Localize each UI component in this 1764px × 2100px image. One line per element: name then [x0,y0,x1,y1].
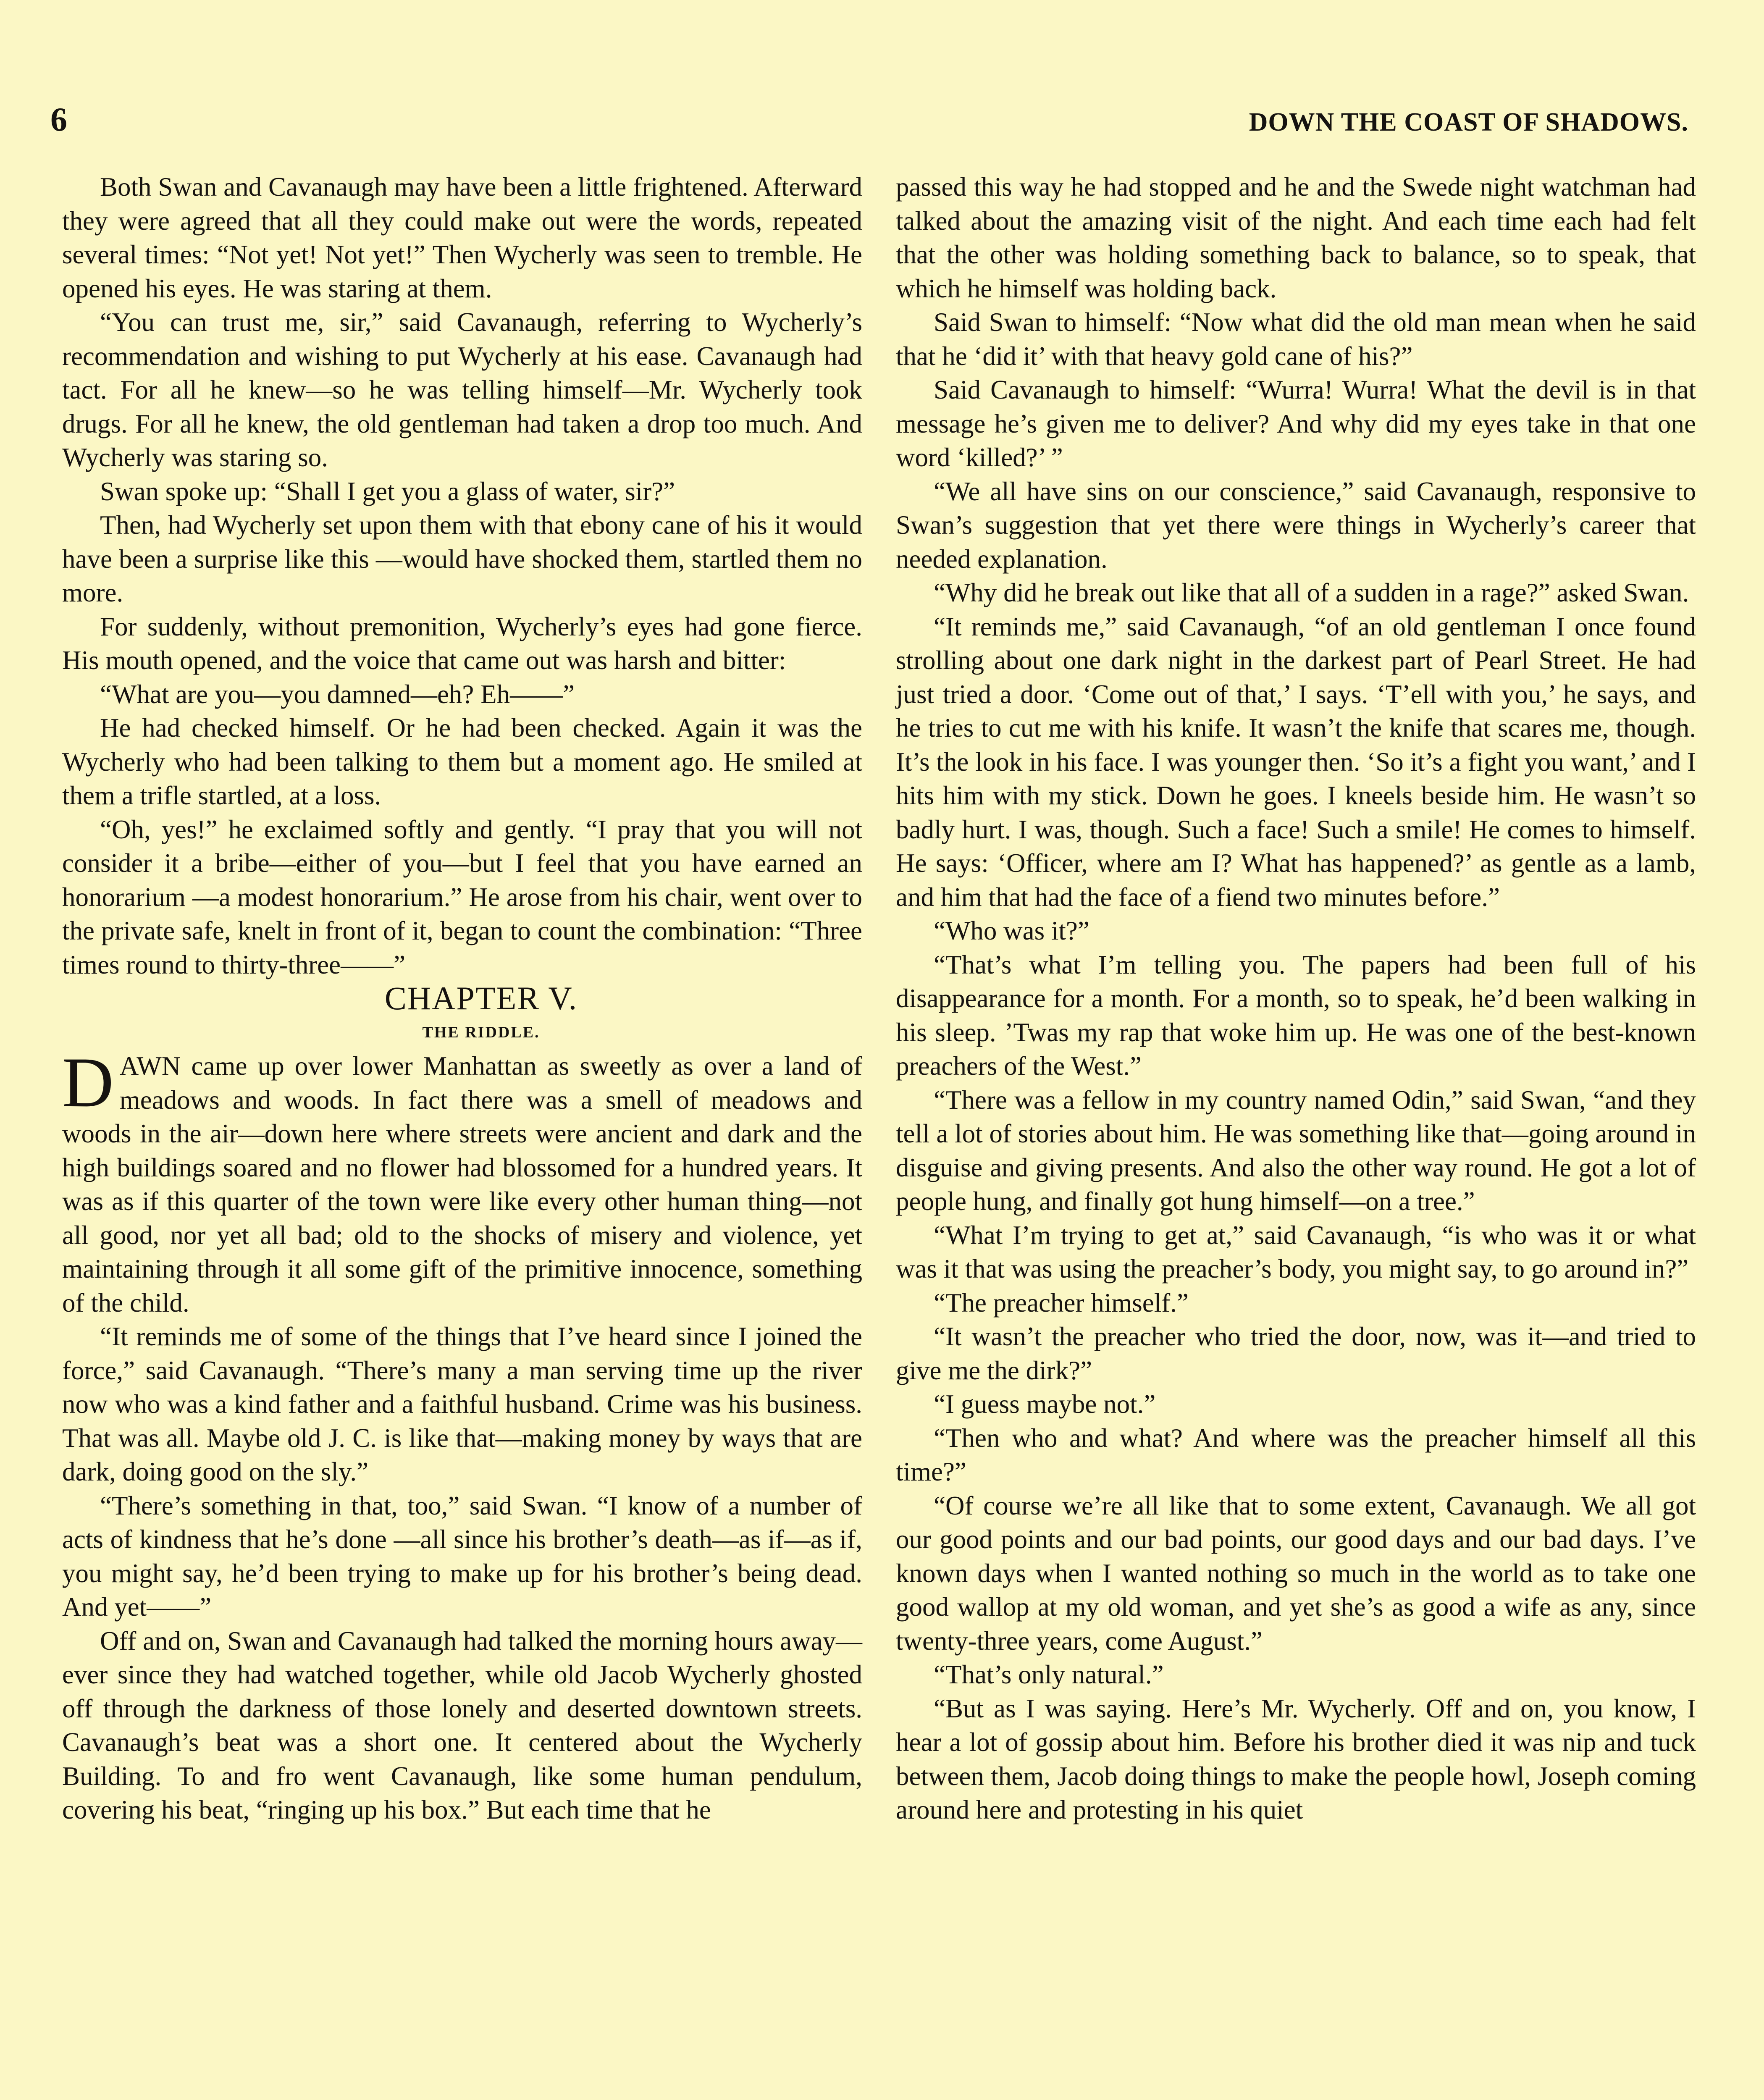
paragraph: “Why did he break out like that all of a sudden in a rage?” asked Swan. [934,578,1689,607]
paragraph: “There was a fellow in my country named Odin,” said Swan, “and they tell a lot of stories about him. He was something like that—going around in disguise and giving presents. And also the other way round. He got a lot of people hung, and finally got hung himself—on a tree.” [896,1085,1696,1216]
chapter-subtitle: THE RIDDLE. [422,1023,540,1041]
paragraph: “You can trust me, sir,” said Cavanaugh, referring to Wycherly’s recommendation and wishing to put Wycherly at his ease. Cavanaugh had tact. For all he knew—so he was telling himself—Mr. Wycherly took drugs. For all he knew, the old gentleman had taken a drop too much. And Wycherly was staring so. [62,307,862,472]
paragraph: “Of course we’re all like that to some extent, Cavanaugh. We all got our good points and our bad points, our good days and our bad days. I’ve known days when I wanted nothing so much in the world as to take one good wallop at my old woman, and yet she’s as good a wife as any, since twenty-three years, come August.” [896,1491,1696,1656]
paragraph: “We all have sins on our conscience,” said Cavanaugh, responsive to Swan’s suggestion that yet there were things in Wycherly’s career that needed explanation. [896,476,1696,574]
continued-paragraph: passed this way he had stopped and he and the Swede night watchman had talked about the amazing visit of the night. And each time each had felt that the other was holding something back to balance, so to speak, that which he himself was holding back. [896,172,1696,303]
paragraph: “There’s something in that, too,” said Swan. “I know of a number of acts of kindness that he’s done —all since his brother’s death—as if—as if, you might say, he’d been trying to make up for his brother’s being dead. And yet——” [62,1491,862,1622]
chapter-heading: CHAPTER V. [384,980,578,1016]
drop-cap: D [62,1043,114,1122]
left-column [62,170,862,1827]
paragraph: “What are you—you damned—eh? Eh——” [100,679,575,709]
paragraph: Swan spoke up: “Shall I get you a glass of water, sir?” [100,476,675,506]
opening-text: AWN came up over lower Manhattan as sweetly as over a land of meadows and woods. In fact there was a smell of meadows and woods in the air—down here where streets were ancient and dark and the high buildings soared and no flower had blossomed for a hundred years. It was as if this quarter of the town were like every other human thing—not all good, nor yet all bad; old to the shocks of misery and violence, yet maintaining through it all some gift of the primitive innocence, something of the child. [62,1051,862,1318]
paragraph: Said Cavanaugh to himself: “Wurra! Wurra! What the devil is in that message he’s given me to deliver? And why did my eyes take in that one word ‘killed?’ ” [896,375,1696,472]
paragraph: “It wasn’t the preacher who tried the door, now, was it—and tried to give me the dirk?” [896,1322,1696,1385]
paragraph: He had checked himself. Or he had been checked. Again it was the Wycherly who had been talking to them but a moment ago. He smiled at them a trifle startled, at a loss. [62,713,862,810]
right-column [896,170,1696,1827]
paragraph: “It reminds me of some of the things that I’ve heard since I joined the force,” said Cavanaugh. “There’s many a man serving time up the river now who was a kind father and a faithful husband. Crime was his business. That was all. Maybe old J. C. is like that—making money by ways that are dark, doing good on the sly.” [62,1322,862,1486]
paragraph: “What I’m trying to get at,” said Cavanaugh, “is who was it or what was it that was using the preacher’s body, you might say, to go around in?” [896,1220,1696,1284]
paragraph: For suddenly, without premonition, Wycherly’s eyes had gone fierce. His mouth opened, and the voice that came out was harsh and bitter: [62,612,862,675]
running-title: DOWN THE COAST OF SHADOWS. [1249,108,1688,136]
paragraph: Said Swan to himself: “Now what did the old man mean when he said that he ‘did it’ with that heavy gold cane of his?” [896,307,1696,371]
paragraph: Both Swan and Cavanaugh may have been a little frightened. Afterward they were agreed that all they could make out were the words, repeated several times: “Not yet! Not yet!” Then Wycherly was seen to tremble. He opened his eyes. He was staring at them. [62,172,862,303]
paragraph: “Then who and what? And where was the preacher himself all this time?” [896,1423,1696,1486]
paragraph: “It reminds me,” said Cavanaugh, “of an old gentleman I once found strolling about one dark night in the darkest part of Pearl Street. He had just tried a door. ‘Come out of that,’ I says. ‘T’ell with you,’ he says, and he tries to cut me with his knife. It wasn’t the knife that scares me, though. It’s the look in his face. I was younger then. ‘So it’s a fight you want,’ and I hits him with my stick. Down he goes. I kneels beside him. He wasn’t so badly hurt. I was, though. Such a face! Such a smile! He comes to himself. He says: ‘Officer, where am I? What has happened?’ as gentle as a lamb, and him that had the face of a fiend two minutes before.” [896,612,1696,912]
paragraph: “That’s only natural.” [934,1660,1164,1689]
paragraph: Then, had Wycherly set upon them with that ebony cane of his it would have been a surprise like this —would have shocked them, startled them no more. [62,510,862,607]
paragraph: “I guess maybe not.” [934,1389,1156,1419]
paragraph: “That’s what I’m telling you. The papers had been full of his disappearance for a month. For a month, so to speak, he’d been walking in his sleep. ’Twas my rap that woke him up. He was one of the best-known preachers of the West.” [896,950,1696,1081]
paragraph: “But as I was saying. Here’s Mr. Wycherly. Off and on, you know, I hear a lot of gossip about him. Before his brother died it was nip and tuck between them, Jacob doing things to make the people howl, Joseph coming around here and protesting in his quiet [896,1693,1696,1824]
paragraph: “Who was it?” [934,916,1089,945]
page-header [50,101,1688,139]
paragraph: “The preacher himself.” [934,1288,1189,1318]
paragraph: “Oh, yes!” he exclaimed softly and gently. “I pray that you will not consider it a bribe—either of you—but I feel that you have earned an honorarium —a modest honorarium.” He arose from his chair, went over to the private safe, knelt in front of it, began to count the combination: “Three times round to thirty-three——” [62,814,862,979]
paragraph: Off and on, Swan and Cavanaugh had talked the morning hours away—ever since they had watched together, while old Jacob Wycherly ghosted off through the darkness of those lonely and deserted downtown streets. Cavanaugh’s beat was a short one. It centered about the Wycherly Building. To and fro went Cavanaugh, like some human pendulum, covering his beat, “ringing up his box.” But each time that he [62,1626,862,1824]
page-number: 6 [50,101,67,138]
chapter-opening-paragraph [62,1043,862,1320]
